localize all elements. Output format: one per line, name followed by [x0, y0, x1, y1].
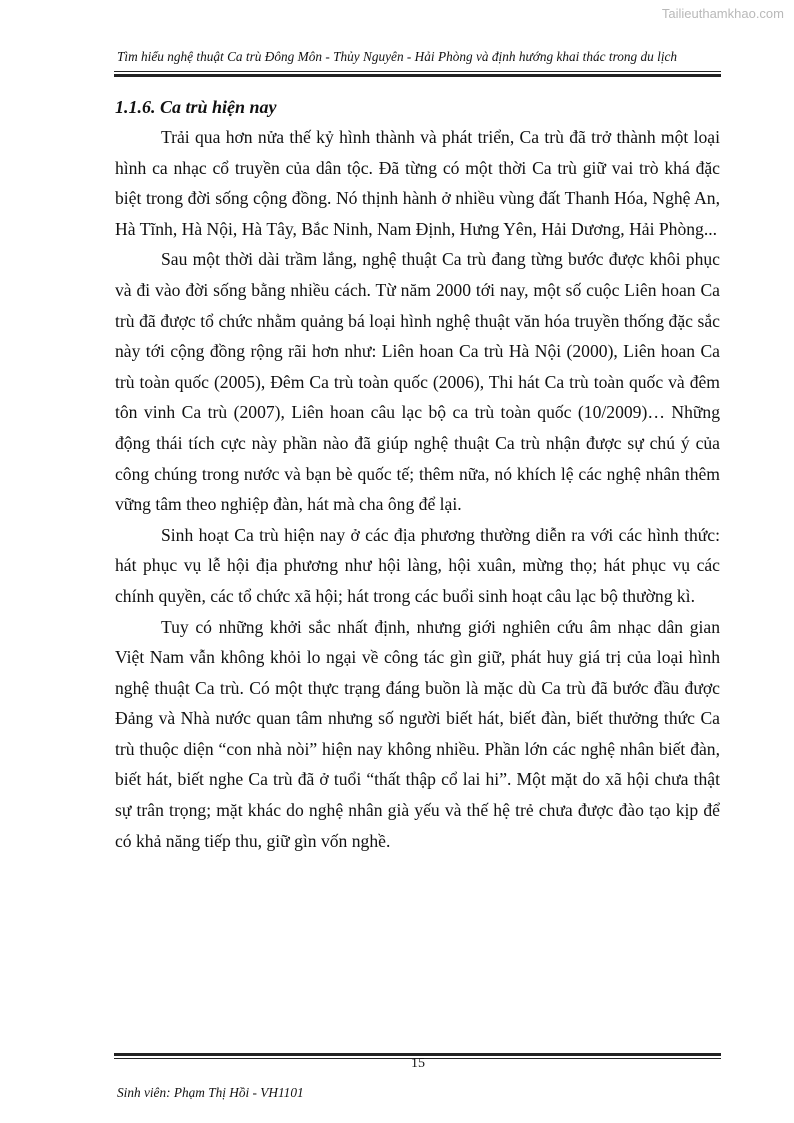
paragraph-3: Sinh hoạt Ca trù hiện nay ở các địa phương thường diễn ra với các hình thức: hát phục vụ lễ hội địa phương như hội làng, hội xuân, mừng thọ; hát phục vụ các chính quyền, các tổ chức xã hội; hát trong các buổi sinh hoạt câu lạc bộ thường kì.: [115, 524, 720, 606]
page-body: [115, 92, 720, 856]
paragraph-4: Tuy có những khởi sắc nhất định, nhưng giới nghiên cứu âm nhạc dân gian Việt Nam vẫn không khỏi lo ngại về công tác gìn giữ, phát huy giá trị của loại hình nghệ thuật Ca trù. Có một thực trạng đáng buồn là mặc dù Ca trù đã bước đầu được Đảng và Nhà nước quan tâm nhưng số người biết hát, biết đàn, biết thưởng thức Ca trù thuộc diện “con nhà nòi” hiện nay không nhiều. Phần lớn các nghệ nhân biết đàn, biết hát, biết nghe Ca trù đã ở tuổi “thất thập cổ lai hi”. Một mặt do xã hội chưa thật sự trân trọng; mặt khác do nghệ nhân già yếu và thế hệ trẻ chưa được đào tạo kịp để có khả năng tiếp thu, giữ gìn vốn nghề.: [115, 616, 720, 851]
running-header-title: Tìm hiểu nghệ thuật Ca trù Đông Môn - Thủy Nguyên - Hải Phòng và định hướng khai thác trong du lịch: [117, 49, 678, 64]
paragraph-1: Trải qua hơn nửa thế kỷ hình thành và phát triển, Ca trù đã trở thành một loại hình ca nhạc cổ truyền của dân tộc. Đã từng có một thời Ca trù giữ vai trò khá đặc biệt trong đời sống cộng đồng. Nó thịnh hành ở nhiều vùng đất Thanh Hóa, Nghệ An, Hà Tĩnh, Hà Nội, Hà Tây, Bắc Ninh, Nam Định, Hưng Yên, Hải Dương, Hải Phòng...: [115, 127, 720, 239]
watermark-text: Tailieuthamkhao.com: [661, 6, 784, 21]
paragraph-2: Sau một thời dài trầm lắng, nghệ thuật Ca trù đang từng bước được khôi phục và đi vào đời sống bằng nhiều cách. Từ năm 2000 tới nay, một số cuộc Liên hoan Ca trù đã được tổ chức nhằm quảng bá loại hình nghệ thuật văn hóa truyền thống đặc sắc này tới cộng đồng rộng rãi hơn như: Liên hoan Ca trù Hà Nội (2000), Liên hoan Ca trù toàn quốc (2005), Đêm Ca trù toàn quốc (2006), Thi hát Ca trù toàn quốc và đêm tôn vinh Ca trù (2007), Liên hoan câu lạc bộ ca trù toàn quốc (10/2009)… Những động thái tích cực này phần nào đã giúp nghệ thuật Ca trù nhận được sự chú ý của công chúng trong nước và bạn bè quốc tế; thêm nữa, nó khích lệ các nghệ nhân thêm vững tâm theo nghiệp đàn, hát mà cha ông để lại.: [115, 249, 720, 515]
page-number: 15: [411, 1056, 425, 1071]
footer-student-name: Sinh viên: Phạm Thị Hồi - VH1101: [117, 1085, 304, 1100]
header-divider-thin: [114, 71, 721, 72]
section-heading: 1.1.6. Ca trù hiện nay: [115, 97, 277, 117]
header-divider-thick: [114, 74, 721, 77]
